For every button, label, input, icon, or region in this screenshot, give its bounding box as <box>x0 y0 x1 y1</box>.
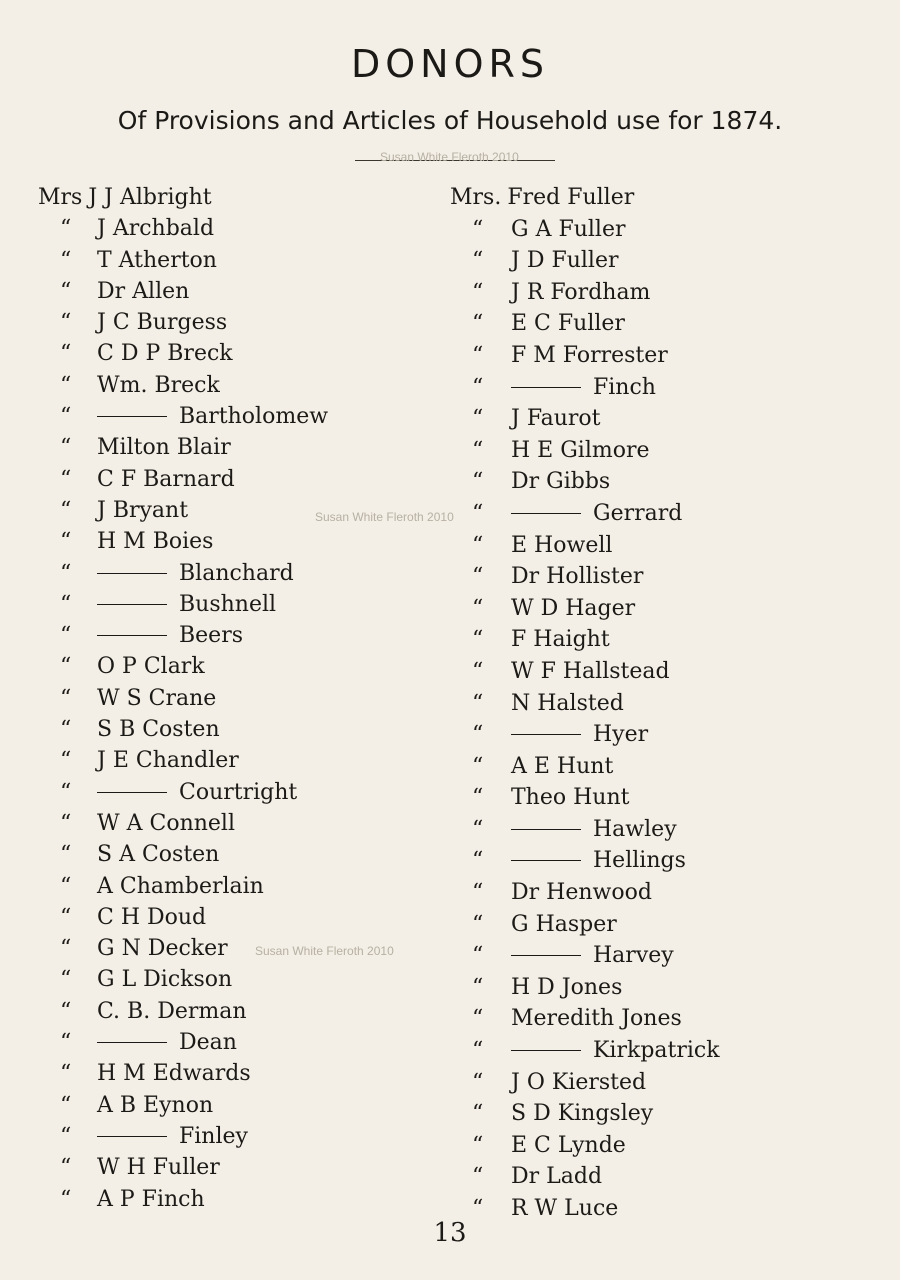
donor-prefix: “ <box>60 654 72 680</box>
donor-prefix: “ <box>60 1092 72 1118</box>
donor-name: H M Edwards <box>97 1061 251 1087</box>
donor-row <box>38 1030 428 1061</box>
donor-prefix: “ <box>60 529 72 555</box>
donor-name: Blanchard <box>179 560 294 586</box>
donor-name: W H Fuller <box>97 1155 220 1181</box>
donor-name: Gerrard <box>593 500 683 526</box>
donor-row <box>38 686 428 717</box>
name-omitted-dash <box>511 860 581 861</box>
donor-name: Hawley <box>593 816 677 842</box>
donor-row <box>450 343 870 375</box>
donor-name: H E Gilmore <box>511 437 650 463</box>
donor-prefix: “ <box>60 560 72 586</box>
donor-prefix: “ <box>472 1132 484 1158</box>
donor-prefix: “ <box>60 685 72 711</box>
donor-prefix: “ <box>60 310 72 336</box>
name-omitted-dash <box>511 513 581 514</box>
donor-name: J E Chandler <box>97 748 239 774</box>
donor-name: W D Hager <box>511 595 636 621</box>
donor-row <box>38 592 428 623</box>
donor-name: J Bryant <box>97 497 189 523</box>
donor-prefix: “ <box>60 873 72 899</box>
donor-prefix: “ <box>472 500 484 526</box>
donor-row <box>38 404 428 435</box>
donor-name: S B Costen <box>97 717 220 743</box>
donor-prefix: “ <box>60 1123 72 1149</box>
page-title: DONORS <box>350 42 550 86</box>
donor-prefix: “ <box>472 437 484 463</box>
donor-prefix: “ <box>472 1006 484 1032</box>
donor-row <box>38 248 428 279</box>
donor-row <box>450 817 870 849</box>
donor-row <box>450 185 870 217</box>
donor-prefix: “ <box>60 623 72 649</box>
donor-row <box>450 943 870 975</box>
donor-prefix: “ <box>472 1101 484 1127</box>
donor-row <box>38 905 428 936</box>
donor-row <box>38 498 428 529</box>
donor-prefix: “ <box>60 591 72 617</box>
donor-row <box>450 975 870 1007</box>
donor-name: Dr Gibbs <box>511 469 611 495</box>
watermark: Susan White Fleroth 2010 <box>255 944 394 958</box>
donor-name: F M Forrester <box>511 342 668 368</box>
donor-prefix: “ <box>472 595 484 621</box>
donor-name: H D Jones <box>511 974 623 1000</box>
donor-name: T Atherton <box>97 247 217 273</box>
donor-prefix: “ <box>60 936 72 962</box>
donor-name: J R Fordham <box>511 279 651 305</box>
donor-name: Bushnell <box>179 591 277 617</box>
donor-name: Dean <box>179 1030 237 1056</box>
donor-prefix: “ <box>60 1155 72 1181</box>
donor-prefix: “ <box>60 998 72 1024</box>
donor-name: A P Finch <box>97 1186 205 1212</box>
donor-row <box>450 1164 870 1196</box>
donor-prefix: “ <box>60 404 72 430</box>
donor-prefix: “ <box>472 342 484 368</box>
donor-row <box>450 722 870 754</box>
donor-name: E Howell <box>511 532 613 558</box>
donor-name: W A Connell <box>97 810 235 836</box>
donor-row <box>450 880 870 912</box>
name-omitted-dash <box>511 387 581 388</box>
donor-name: Bartholomew <box>179 404 329 430</box>
name-omitted-dash <box>511 1050 581 1051</box>
donor-name: S D Kingsley <box>511 1101 654 1127</box>
donor-row <box>38 1187 428 1218</box>
donor-prefix: “ <box>60 1061 72 1087</box>
donor-name: O P Clark <box>97 654 205 680</box>
donor-row <box>450 848 870 880</box>
donor-prefix: “ <box>472 248 484 274</box>
watermark: Susan White Fleroth 2010 <box>380 150 519 164</box>
name-omitted-dash <box>97 635 167 636</box>
donor-row <box>450 533 870 565</box>
donor-name: Finley <box>179 1123 248 1149</box>
donor-prefix: “ <box>472 1038 484 1064</box>
donor-row <box>38 1124 428 1155</box>
donor-row <box>38 185 428 216</box>
donor-row <box>38 373 428 404</box>
donor-name: J D Fuller <box>511 248 619 274</box>
donor-row <box>450 501 870 533</box>
donor-prefix: “ <box>472 816 484 842</box>
name-omitted-dash <box>97 604 167 605</box>
donor-row <box>450 627 870 659</box>
donor-name: Wm. Breck <box>97 372 220 398</box>
donor-row <box>38 1061 428 1092</box>
donor-row <box>450 1101 870 1133</box>
donor-row <box>38 467 428 498</box>
donor-row <box>38 780 428 811</box>
donor-prefix: “ <box>60 904 72 930</box>
donor-name: G Hasper <box>511 911 617 937</box>
donor-row <box>450 217 870 249</box>
donor-prefix: “ <box>60 842 72 868</box>
donor-row <box>450 754 870 786</box>
donor-name: C. B. Derman <box>97 998 247 1024</box>
donor-prefix: “ <box>472 627 484 653</box>
donor-name: J C Burgess <box>97 310 228 336</box>
donor-prefix: “ <box>472 374 484 400</box>
donor-name: W F Hallstead <box>511 658 670 684</box>
donor-name: Beers <box>179 623 244 649</box>
name-omitted-dash <box>97 792 167 793</box>
donor-row <box>38 874 428 905</box>
donor-row <box>450 1070 870 1102</box>
donor-row <box>38 936 428 967</box>
donor-prefix: “ <box>472 469 484 495</box>
donor-prefix: “ <box>472 279 484 305</box>
donor-row <box>38 654 428 685</box>
donor-name: G L Dickson <box>97 967 233 993</box>
donor-name: R W Luce <box>511 1196 619 1221</box>
donor-name: Dr Allen <box>97 278 190 304</box>
donor-row <box>38 341 428 372</box>
donor-name: Hyer <box>593 722 649 748</box>
donor-row <box>450 280 870 312</box>
donor-prefix: “ <box>60 466 72 492</box>
donor-row <box>450 406 870 438</box>
donor-prefix: “ <box>60 810 72 836</box>
donor-name: A B Eynon <box>97 1092 214 1118</box>
donor-name: H M Boies <box>97 529 214 555</box>
donor-row <box>450 596 870 628</box>
donor-row <box>38 748 428 779</box>
donor-name: G N Decker <box>97 936 228 962</box>
donor-name: Courtright <box>179 779 298 805</box>
donor-prefix: “ <box>472 564 484 590</box>
name-omitted-dash <box>511 955 581 956</box>
donor-row <box>38 1093 428 1124</box>
donor-name: C D P Breck <box>97 341 233 367</box>
donor-row <box>38 435 428 466</box>
donor-prefix: “ <box>472 722 484 748</box>
donor-prefix: Mrs. <box>450 185 502 210</box>
donor-row <box>38 842 428 873</box>
donor-prefix: “ <box>60 967 72 993</box>
donor-name: Kirkpatrick <box>593 1038 720 1064</box>
right-donor-column <box>450 185 870 1228</box>
donor-name: Dr Ladd <box>511 1164 603 1190</box>
donor-row <box>38 216 428 247</box>
donor-row <box>450 438 870 470</box>
donor-row <box>38 717 428 748</box>
donor-row <box>450 912 870 944</box>
page-subtitle: Of Provisions and Articles of Household use for 1874. <box>117 106 783 135</box>
donor-name: Hellings <box>593 848 686 874</box>
donor-row <box>38 967 428 998</box>
donor-name: Fred Fuller <box>507 185 635 210</box>
donor-row <box>450 375 870 407</box>
donor-prefix: Mrs <box>38 185 83 210</box>
donor-prefix: “ <box>472 1196 484 1221</box>
donor-prefix: “ <box>60 341 72 367</box>
donor-row <box>38 623 428 654</box>
name-omitted-dash <box>511 829 581 830</box>
donor-name: F Haight <box>511 627 610 653</box>
donor-prefix: “ <box>472 911 484 937</box>
donor-prefix: “ <box>472 943 484 969</box>
donor-row <box>450 311 870 343</box>
donor-prefix: “ <box>472 311 484 337</box>
donor-prefix: “ <box>472 532 484 558</box>
donor-prefix: “ <box>472 848 484 874</box>
donor-row <box>38 279 428 310</box>
donor-row <box>450 469 870 501</box>
donor-row <box>38 811 428 842</box>
name-omitted-dash <box>97 1042 167 1043</box>
donor-row <box>38 310 428 341</box>
donor-name: J Faurot <box>511 406 601 432</box>
donor-row <box>38 561 428 592</box>
donor-prefix: “ <box>472 880 484 906</box>
donor-prefix: “ <box>60 779 72 805</box>
name-omitted-dash <box>97 1136 167 1137</box>
donor-row <box>450 1038 870 1070</box>
donor-row <box>450 1006 870 1038</box>
donor-name: C F Barnard <box>97 466 235 492</box>
donor-prefix: “ <box>60 435 72 461</box>
donor-prefix: “ <box>472 690 484 716</box>
donor-prefix: “ <box>60 1186 72 1212</box>
donor-prefix: “ <box>60 748 72 774</box>
donor-prefix: “ <box>60 278 72 304</box>
donor-name: Theo Hunt <box>511 785 630 811</box>
donor-prefix: “ <box>472 974 484 1000</box>
donor-prefix: “ <box>60 497 72 523</box>
donor-name: E C Fuller <box>511 311 625 337</box>
donor-name: C H Doud <box>97 904 207 930</box>
donor-prefix: “ <box>60 372 72 398</box>
donor-name: G A Fuller <box>511 216 626 242</box>
donor-row <box>450 659 870 691</box>
donor-prefix: “ <box>472 658 484 684</box>
donor-prefix: “ <box>472 406 484 432</box>
left-donor-column <box>38 185 428 1218</box>
donor-prefix: “ <box>60 216 72 242</box>
donor-name: Meredith Jones <box>511 1006 682 1032</box>
donor-prefix: “ <box>472 1164 484 1190</box>
page-number: 13 <box>433 1218 467 1248</box>
donor-prefix: “ <box>60 1030 72 1056</box>
donor-prefix: “ <box>472 216 484 242</box>
name-omitted-dash <box>97 416 167 417</box>
donor-row <box>450 1133 870 1165</box>
donor-name: Dr Henwood <box>511 880 652 906</box>
donor-prefix: “ <box>472 1069 484 1095</box>
donor-name: N Halsted <box>511 690 624 716</box>
name-omitted-dash <box>511 734 581 735</box>
donor-name: W S Crane <box>97 685 217 711</box>
donor-name: Harvey <box>593 943 674 969</box>
donor-name: A E Hunt <box>511 753 614 779</box>
donor-name: Dr Hollister <box>511 564 644 590</box>
donor-row <box>38 529 428 560</box>
donor-name: J Archbald <box>97 216 215 242</box>
donor-name: Finch <box>593 374 656 400</box>
donor-row <box>450 248 870 280</box>
name-omitted-dash <box>97 573 167 574</box>
donor-name: J O Kiersted <box>511 1069 647 1095</box>
donor-prefix: “ <box>60 717 72 743</box>
donor-name: J J Albright <box>88 185 212 210</box>
donor-prefix: “ <box>472 753 484 779</box>
donor-name: S A Costen <box>97 842 220 868</box>
donor-row <box>450 564 870 596</box>
donor-row <box>38 1155 428 1186</box>
donor-row <box>38 999 428 1030</box>
donor-name: Milton Blair <box>97 435 231 461</box>
watermark: Susan White Fleroth 2010 <box>315 510 454 524</box>
donor-row <box>450 691 870 723</box>
donor-name: A Chamberlain <box>97 873 264 899</box>
donor-name: E C Lynde <box>511 1132 626 1158</box>
donor-row <box>450 785 870 817</box>
donor-prefix: “ <box>60 247 72 273</box>
donor-prefix: “ <box>472 785 484 811</box>
